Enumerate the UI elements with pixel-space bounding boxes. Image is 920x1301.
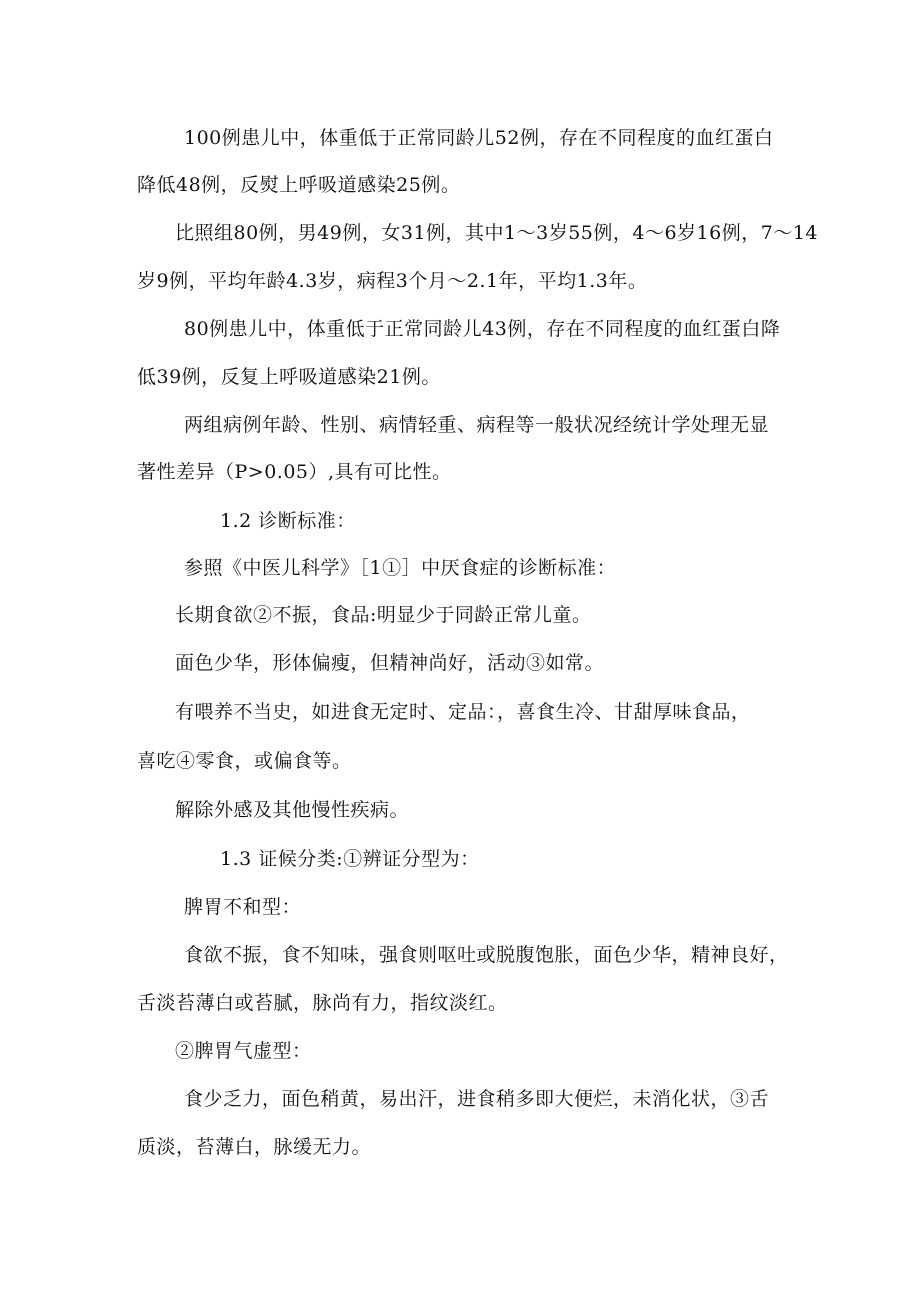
text-line: 比照组80例，男49例，女31例，其中1～3岁55例，4～6岁16例，7～14	[175, 222, 819, 244]
text-line: 80例患儿中，体重低于正常同龄儿43例，存在不同程度的血红蛋白降	[184, 318, 781, 340]
text-line: 食少乏力，面色稍黄，易出汗，进食稍多即大便烂，未消化状，③舌	[184, 1088, 770, 1110]
text-line: 长期食欲②不振，食品:明显少于同龄正常儿童。	[175, 604, 592, 626]
text-line: 喜吃④零食，或偏食等。	[137, 750, 352, 772]
section-heading: 1.2 诊断标准：	[220, 510, 356, 532]
text-line: 参照《中医儿科学》［1①］中厌食症的诊断标准：	[184, 557, 617, 579]
text-line: 两组病例年龄、性别、病情轻重、病程等一般状况经统计学处理无显	[184, 414, 770, 436]
text-line: 岁9例，平均年龄4.3岁，病程3个月～2.1年，平均1.3年。	[137, 270, 648, 292]
section-heading: 1.3 证候分类:①辨证分型为：	[220, 848, 480, 870]
text-line: ②脾胃气虚型：	[175, 1040, 312, 1062]
text-line: 脾胃不和型：	[184, 896, 302, 918]
text-line: 质淡，苔薄白，脉缓无力。	[137, 1136, 372, 1158]
text-line: 解除外感及其他慢性疾病。	[175, 799, 410, 821]
text-line: 降低48例，反熨上呼吸道感染25例。	[137, 174, 461, 196]
text-line: 食欲不振，食不知味，强食则呕吐或脱腹饱胀，面色少华，精神良好，	[184, 944, 789, 966]
text-line: 有喂养不当史，如进食无定时、定品：，喜食生冷、甘甜厚味食品，	[175, 701, 751, 723]
text-line: 面色少华，形体偏瘦，但精神尚好，活动③如常。	[175, 652, 605, 674]
text-line: 舌淡苔薄白或苔腻，脉尚有力，指纹淡红。	[137, 992, 508, 1014]
text-line: 100例患儿中，体重低于正常同龄儿52例，存在不同程度的血红蛋白	[184, 127, 774, 149]
text-line: 低39例，反复上呼吸道感染21例。	[137, 366, 441, 388]
text-line: 著性差异（P>0.05）,具有可比性。	[137, 461, 452, 483]
